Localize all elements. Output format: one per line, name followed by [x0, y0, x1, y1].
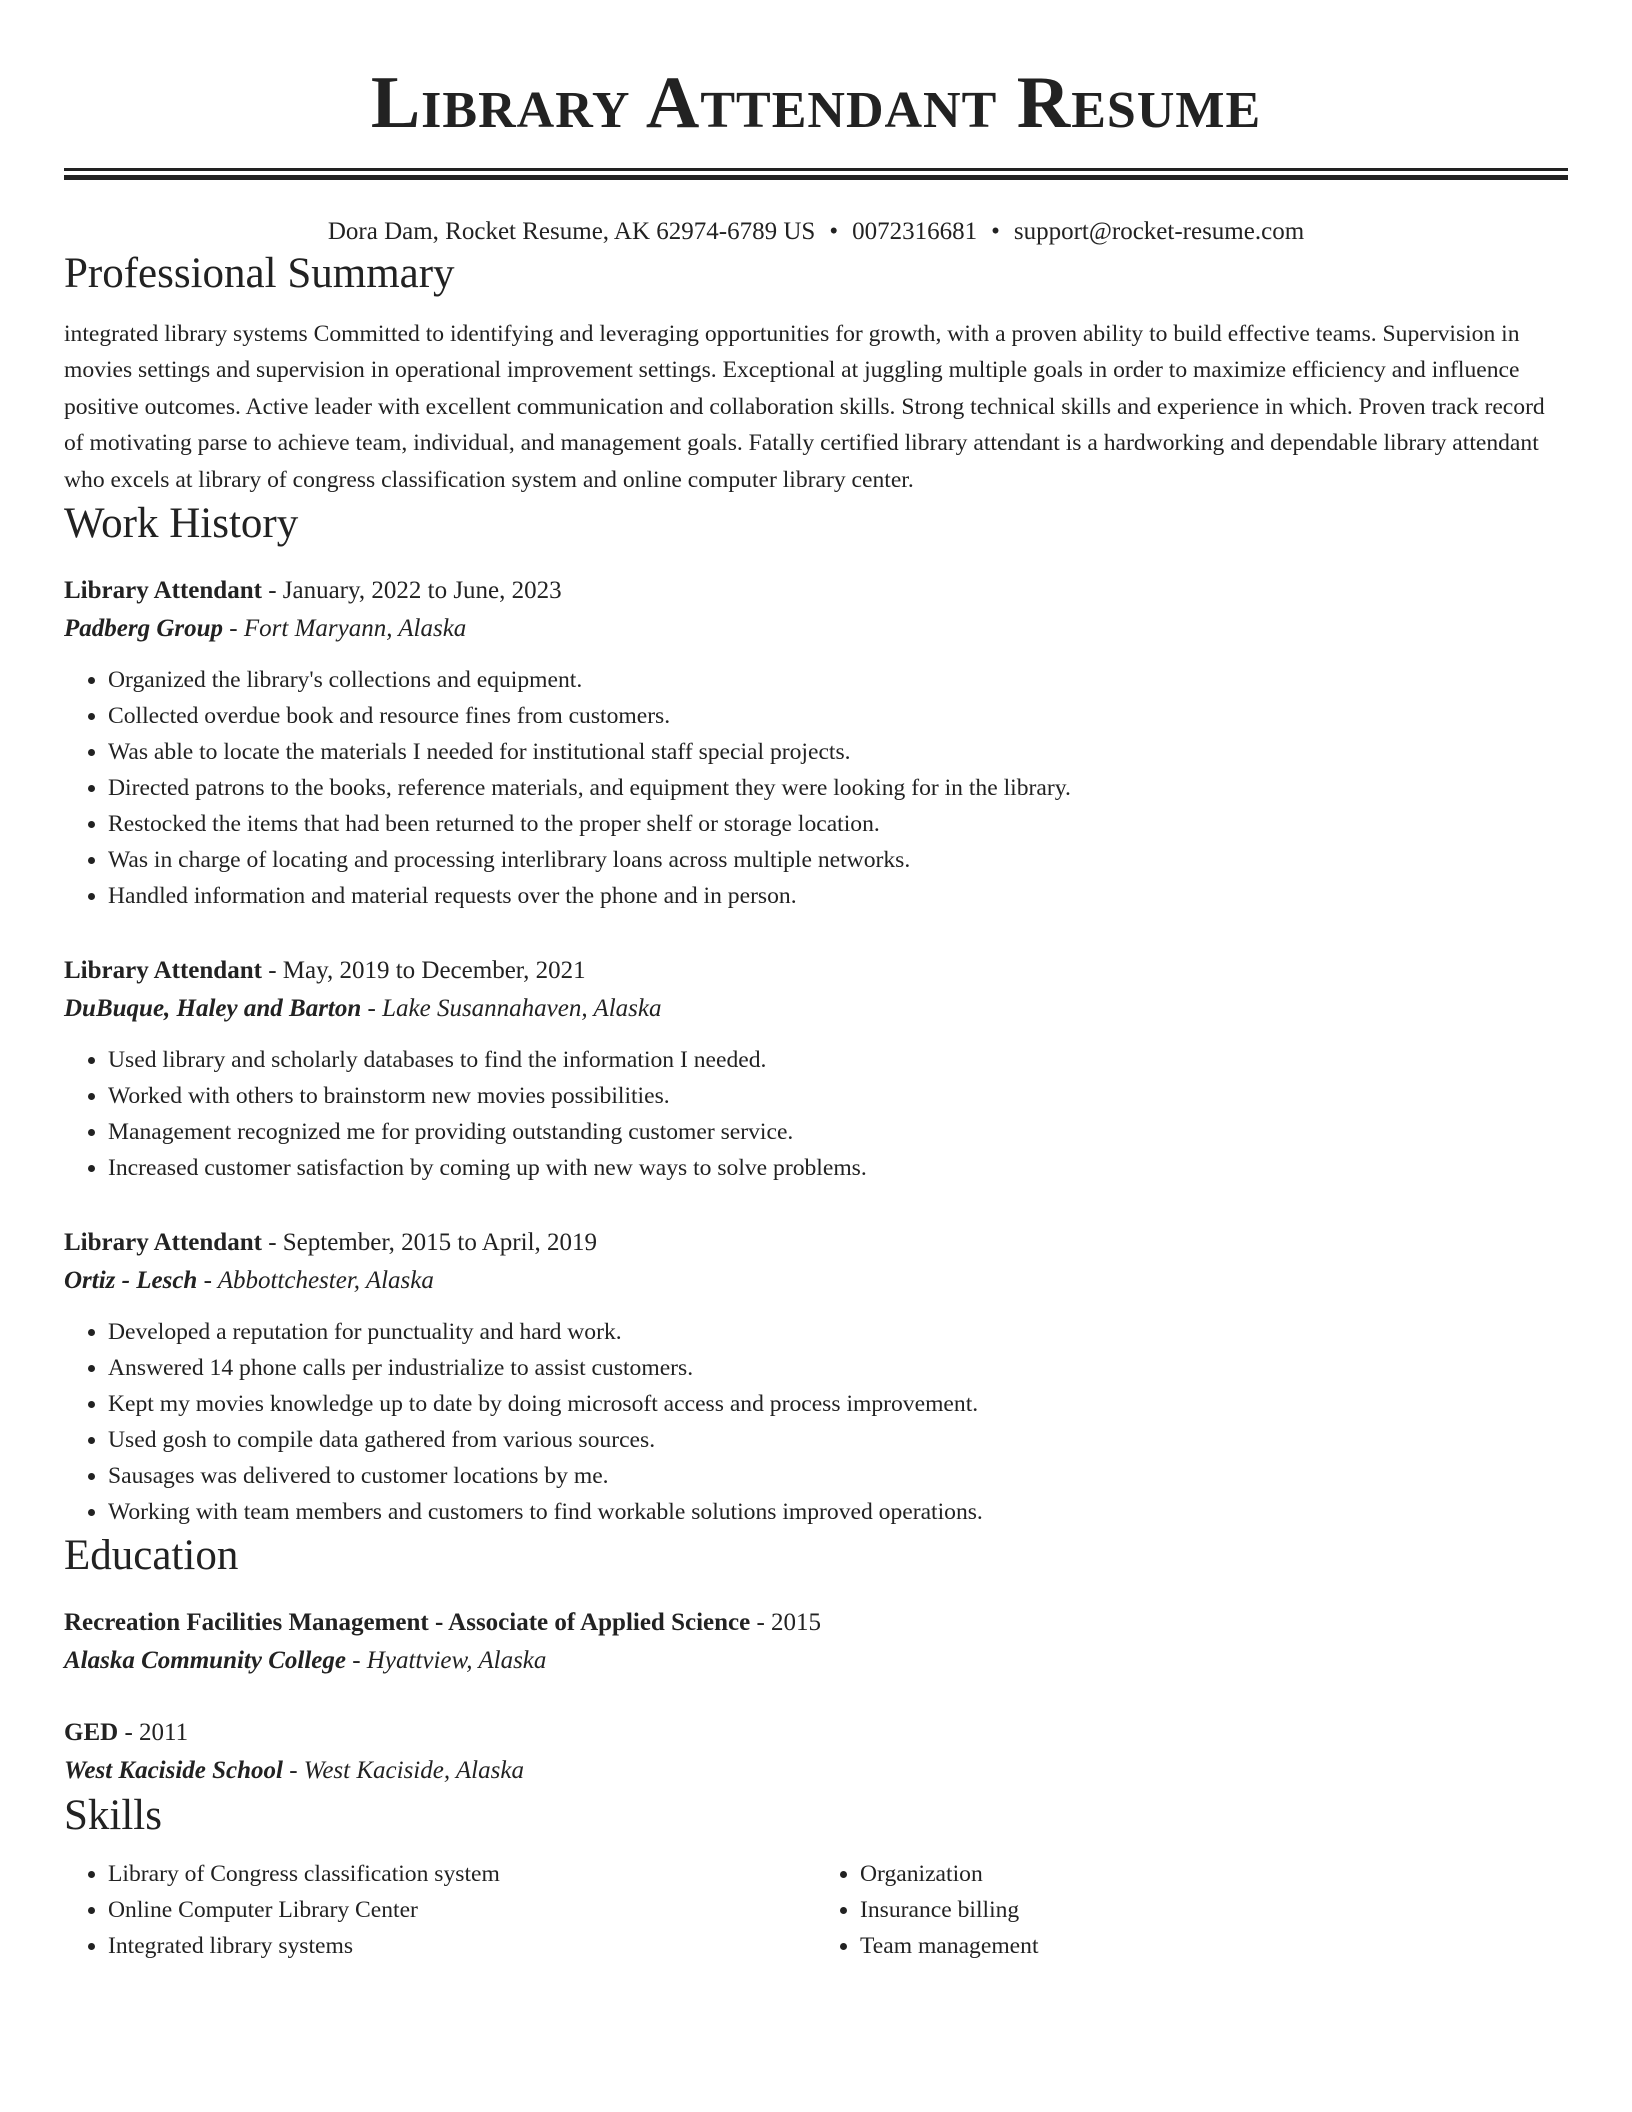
- education-degree-line: [64, 1714, 1568, 1752]
- education-year: - 2015: [750, 1609, 822, 1637]
- list-item: • Restocked the items that had been returned to the proper shelf or storage location.: [108, 806, 1568, 842]
- job-title-line: [64, 952, 1568, 990]
- list-item: • Used library and scholarly databases to find the information I needed.: [108, 1042, 1568, 1078]
- job-duties: [64, 1314, 1568, 1530]
- contact-address: Dora Dam, Rocket Resume, AK 62974-6789 US: [327, 218, 816, 245]
- education-year: - 2011: [118, 1719, 189, 1747]
- job-company: Padberg Group: [64, 615, 224, 643]
- job-entry: [64, 1224, 1568, 1530]
- job-title: Library Attendant: [64, 1229, 262, 1257]
- list-item: • Organized the library's collections and equipment.: [108, 662, 1568, 698]
- skill-item: • Library of Congress classification system: [108, 1856, 816, 1892]
- list-item: • Sausages was delivered to customer locations by me.: [108, 1458, 1568, 1494]
- skill-item: • Organization: [860, 1856, 1568, 1892]
- skill-item: • Integrated library systems: [108, 1928, 816, 1964]
- contact-email: support@rocket-resume.com: [1013, 218, 1305, 245]
- contact-line: [64, 216, 1568, 248]
- job-title: Library Attendant: [64, 957, 262, 985]
- education-school-line: [64, 1752, 1568, 1790]
- contact-phone: 0072316681: [852, 218, 978, 245]
- list-item: • Handled information and material requests over the phone and in person.: [108, 878, 1568, 914]
- job-location: - Fort Maryann, Alaska: [223, 615, 467, 643]
- skill-item: • Online Computer Library Center: [108, 1892, 816, 1928]
- list-item: • Used gosh to compile data gathered from various sources.: [108, 1422, 1568, 1458]
- job-location: - Abbottchester, Alaska: [197, 1267, 434, 1295]
- education-entry: [64, 1604, 1568, 1680]
- job-title: Library Attendant: [64, 577, 262, 605]
- list-item: • Increased customer satisfaction by coming up with new ways to solve problems.: [108, 1150, 1568, 1186]
- resume-title: Library Attendant Resume: [370, 62, 1262, 144]
- education-degree: GED: [64, 1719, 119, 1747]
- job-duties: [64, 662, 1568, 914]
- skills-list-right: [816, 1856, 1568, 1964]
- list-item: • Collected overdue book and resource fines from customers.: [108, 698, 1568, 734]
- skills-columns: [64, 1856, 1568, 1964]
- summary-heading: Professional Summary: [64, 250, 455, 297]
- education-school: West Kaciside School: [64, 1757, 283, 1785]
- resume-page: [64, 0, 1568, 1964]
- job-company-line: [64, 610, 1568, 648]
- job-company-line: [64, 1262, 1568, 1300]
- title-divider: [64, 168, 1568, 180]
- job-entry: [64, 572, 1568, 914]
- skills-heading: Skills: [64, 1792, 162, 1840]
- education-degree-line: [64, 1604, 1568, 1642]
- job-company: DuBuque, Haley and Barton: [64, 995, 362, 1023]
- list-item: • Developed a reputation for punctuality and hard work.: [108, 1314, 1568, 1350]
- job-company-line: [64, 990, 1568, 1028]
- list-item: • Working with team members and customers to find workable solutions improved operations.: [108, 1494, 1568, 1530]
- job-duties: [64, 1042, 1568, 1186]
- job-location: - Lake Susannahaven, Alaska: [361, 995, 662, 1023]
- work-history-heading: Work History: [64, 500, 299, 548]
- list-item: • Answered 14 phone calls per industrialize to assist customers.: [108, 1350, 1568, 1386]
- education-school-line: [64, 1642, 1568, 1680]
- summary-text: integrated library systems Committed to identifying and leveraging opportunities for growth, with a proven ability to build effective teams. Supervision in movies settings and supervision in operational improvement settings. Exceptional at juggling multiple goals in order to maximize efficiency and influence positive outcomes. Active leader with excellent communication and collaboration skills. Strong technical skills and experience in which. Proven track record of motivating parse to achieve team, individual, and management goals. Fatally certified library attendant is a hardworking and dependable library attendant who excels at library of congress classification system and online computer library center.: [64, 321, 1545, 493]
- list-item: • Management recognized me for providing outstanding customer service.: [108, 1114, 1568, 1150]
- skill-item: • Insurance billing: [860, 1892, 1568, 1928]
- job-dates: - September, 2015 to April, 2019: [261, 1229, 598, 1257]
- list-item: • Was in charge of locating and processing interlibrary loans across multiple networks.: [108, 842, 1568, 878]
- job-entry: [64, 952, 1568, 1186]
- list-item: • Worked with others to brainstorm new movies possibilities.: [108, 1078, 1568, 1114]
- education-location: - West Kaciside, Alaska: [282, 1757, 524, 1785]
- job-dates: - May, 2019 to December, 2021: [261, 957, 586, 985]
- job-title-line: [64, 572, 1568, 610]
- education-location: - Hyattview, Alaska: [345, 1647, 547, 1675]
- list-item: • Was able to locate the materials I needed for institutional staff special projects.: [108, 734, 1568, 770]
- contact-separator: •: [991, 218, 1000, 245]
- education-school: Alaska Community College: [64, 1647, 346, 1675]
- list-item: • Kept my movies knowledge up to date by doing microsoft access and process improvement.: [108, 1386, 1568, 1422]
- job-title-line: [64, 1224, 1568, 1262]
- job-dates: - January, 2022 to June, 2023: [261, 577, 562, 605]
- education-heading: Education: [64, 1532, 239, 1580]
- skill-item: • Team management: [860, 1928, 1568, 1964]
- education-degree: Recreation Facilities Management - Associate of Applied Science: [64, 1609, 751, 1637]
- contact-separator: •: [829, 218, 839, 245]
- job-company: Ortiz - Lesch: [64, 1267, 198, 1295]
- education-entry: [64, 1714, 1568, 1790]
- skills-list-left: [64, 1856, 816, 1964]
- list-item: • Directed patrons to the books, reference materials, and equipment they were looking for in the library.: [108, 770, 1568, 806]
